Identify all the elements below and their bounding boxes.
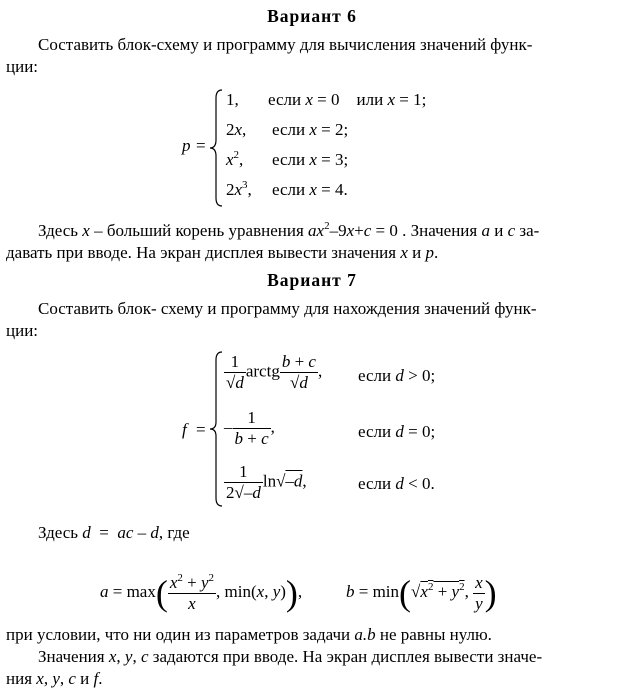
formula-p-name: p [182, 136, 191, 155]
case-3-value: $x^2$, [226, 149, 244, 169]
case-4-cond: если x = 4. [272, 180, 348, 199]
formula-f [178, 350, 468, 510]
variant-6-task-line2: ции: [6, 57, 39, 76]
formula-f-name: f [182, 420, 187, 439]
case-1-value: 1, [226, 90, 239, 109]
variant-6-task-line1: Составить блок-схему и программу для вычисления значений функ- [38, 35, 533, 54]
equals-sign: = [196, 420, 206, 439]
case-2-expr: – $\frac{1}{b + c}$ , [224, 408, 275, 448]
variant-7-task-line2: ции: [6, 321, 39, 340]
case-2-value: 2x, [226, 120, 247, 139]
left-brace-icon [208, 350, 224, 508]
case-2-cond: если d = 0; [358, 422, 436, 441]
formula-b: $b = \min(√x^2 + y^2$, $\frac{x}{y}$ ) [346, 572, 497, 613]
equals-sign: = [196, 136, 206, 155]
case-3-expr: $\frac{1}{2√-d}$ ln√–d, [226, 462, 307, 502]
variant-7-condition: при условии, что ни один из параметров задачи a.b не равны нулю. [6, 625, 492, 644]
case-1-expr: $\frac{1}{√d}$ arctg $\frac{b + c}{√d}$ , [226, 352, 323, 392]
variant-6-note: Здесь x – больший корень уравнения $ax^2-9x+c = 0$ . Значения a и c за- давать при вводе. На экран дисплея вывести значения x и p. [6, 220, 540, 262]
left-brace-icon [208, 88, 224, 208]
case-1-cond: если d > 0; [358, 366, 436, 385]
case-4-value: $2x^3$, [226, 179, 252, 199]
variant-6-title: Вариант 6 [267, 6, 357, 26]
formula-a-b [100, 552, 520, 612]
variant-7-title: Вариант 7 [267, 270, 357, 290]
variant-7-task-line1: Составить блок- схему и программу для нахождения значений функ- [38, 299, 537, 318]
variant-7-where: Здесь d = ac – d, где [38, 523, 190, 542]
case-1-cond: если x = 0 или x = 1; [268, 90, 427, 109]
case-3-cond: если d < 0. [358, 474, 435, 493]
formula-p [180, 88, 470, 208]
case-3-cond: если x = 3; [272, 150, 349, 169]
formula-a: a = max( $\frac{x^2 + y^2}{x}$ , min(x, y)), [100, 571, 303, 613]
variant-7-input: Значения x, y, c задаются при вводе. На экран дисплея вывести значе- ния x, y, c и f. [6, 647, 543, 688]
variant-7-task [6, 298, 618, 342]
variant-6-task [6, 34, 618, 78]
case-2-cond: если x = 2; [272, 120, 349, 139]
